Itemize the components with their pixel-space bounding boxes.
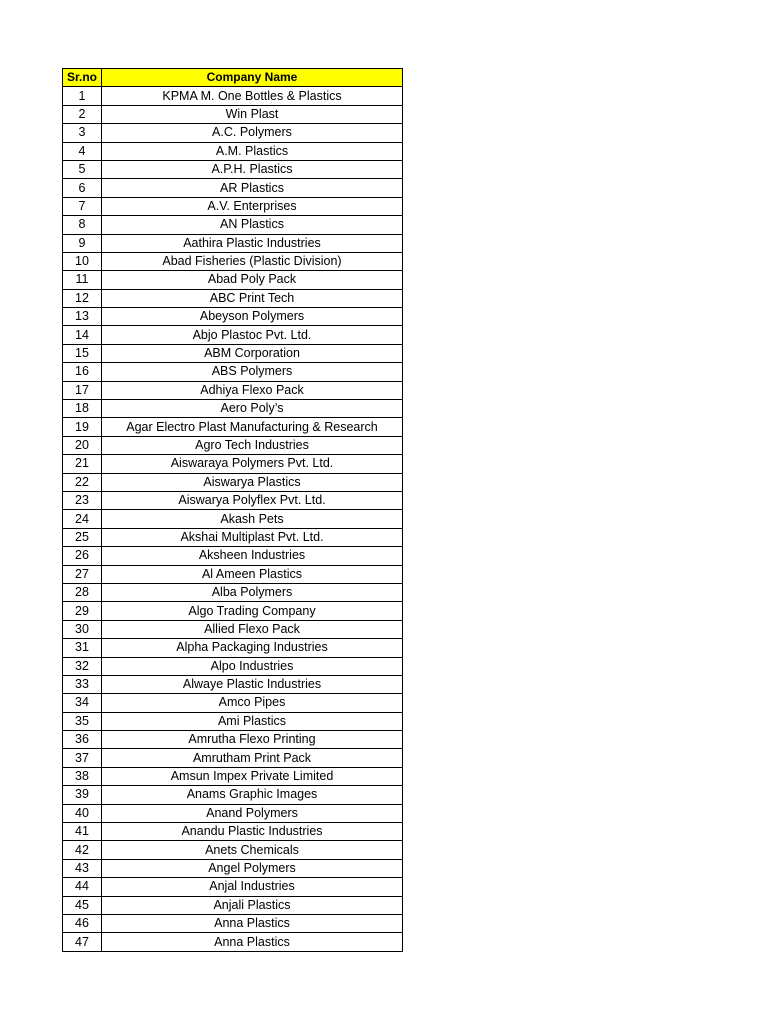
table-row: [63, 308, 403, 326]
table-row: [63, 105, 403, 123]
company-name-cell: Adhiya Flexo Pack: [102, 381, 403, 399]
company-name-cell: Aiswaraya Polymers Pvt. Ltd.: [102, 455, 403, 473]
table-row: [63, 271, 403, 289]
sr-no-cell: 34: [63, 694, 102, 712]
sr-no-cell: 22: [63, 473, 102, 491]
table-row: [63, 87, 403, 105]
company-name-cell: Angel Polymers: [102, 859, 403, 877]
table-row: [63, 786, 403, 804]
company-name-cell: Aero Poly’s: [102, 400, 403, 418]
company-name-cell: Abjo Plastoc Pvt. Ltd.: [102, 326, 403, 344]
company-name-cell: ABS Polymers: [102, 363, 403, 381]
company-name-cell: Allied Flexo Pack: [102, 620, 403, 638]
company-name-cell: Amsun Impex Private Limited: [102, 767, 403, 785]
company-name-cell: Amrutha Flexo Printing: [102, 731, 403, 749]
company-name-cell: Anets Chemicals: [102, 841, 403, 859]
sr-no-cell: 5: [63, 160, 102, 178]
company-name-cell: Alwaye Plastic Industries: [102, 675, 403, 693]
table-row: [63, 749, 403, 767]
sr-no-cell: 23: [63, 491, 102, 509]
table-row: [63, 583, 403, 601]
company-name-cell: Amco Pipes: [102, 694, 403, 712]
sr-no-cell: 14: [63, 326, 102, 344]
table-row: [63, 675, 403, 693]
sr-no-cell: 17: [63, 381, 102, 399]
company-name-cell: Anna Plastics: [102, 933, 403, 951]
company-name-cell: Alba Polymers: [102, 583, 403, 601]
table-row: [63, 878, 403, 896]
table-row: [63, 160, 403, 178]
sr-no-cell: 9: [63, 234, 102, 252]
sr-no-cell: 31: [63, 639, 102, 657]
table-row: [63, 767, 403, 785]
company-name-cell: Win Plast: [102, 105, 403, 123]
sr-no-cell: 37: [63, 749, 102, 767]
sr-no-cell: 20: [63, 436, 102, 454]
table-row: [63, 363, 403, 381]
table-row: [63, 565, 403, 583]
table-row: [63, 326, 403, 344]
company-name-cell: KPMA M. One Bottles & Plastics: [102, 87, 403, 105]
table-row: [63, 124, 403, 142]
company-name-cell: AR Plastics: [102, 179, 403, 197]
table-row: [63, 197, 403, 215]
sr-no-cell: 11: [63, 271, 102, 289]
sr-no-cell: 30: [63, 620, 102, 638]
sr-no-cell: 25: [63, 528, 102, 546]
table-row: [63, 914, 403, 932]
header-company-name: Company Name: [102, 69, 403, 87]
table-row: [63, 418, 403, 436]
sr-no-cell: 39: [63, 786, 102, 804]
header-row: [63, 69, 403, 87]
table-row: [63, 602, 403, 620]
company-name-cell: Aiswarya Plastics: [102, 473, 403, 491]
sr-no-cell: 21: [63, 455, 102, 473]
company-name-cell: ABM Corporation: [102, 344, 403, 362]
table-row: [63, 455, 403, 473]
sr-no-cell: 4: [63, 142, 102, 160]
table-row: [63, 731, 403, 749]
sr-no-cell: 24: [63, 510, 102, 528]
sr-no-cell: 8: [63, 216, 102, 234]
company-name-cell: A.P.H. Plastics: [102, 160, 403, 178]
sr-no-cell: 12: [63, 289, 102, 307]
table-row: [63, 179, 403, 197]
sr-no-cell: 18: [63, 400, 102, 418]
sr-no-cell: 47: [63, 933, 102, 951]
table-row: [63, 841, 403, 859]
sr-no-cell: 33: [63, 675, 102, 693]
sr-no-cell: 3: [63, 124, 102, 142]
table-row: [63, 657, 403, 675]
company-name-cell: Aksheen Industries: [102, 547, 403, 565]
table-row: [63, 289, 403, 307]
sr-no-cell: 42: [63, 841, 102, 859]
table-row: [63, 510, 403, 528]
table-row: [63, 859, 403, 877]
sr-no-cell: 40: [63, 804, 102, 822]
sr-no-cell: 26: [63, 547, 102, 565]
sr-no-cell: 29: [63, 602, 102, 620]
company-name-cell: Alpha Packaging Industries: [102, 639, 403, 657]
table-row: [63, 694, 403, 712]
company-name-cell: Anna Plastics: [102, 914, 403, 932]
company-name-cell: Akash Pets: [102, 510, 403, 528]
sr-no-cell: 46: [63, 914, 102, 932]
table-row: [63, 344, 403, 362]
company-name-cell: Ami Plastics: [102, 712, 403, 730]
company-name-cell: Abad Fisheries (Plastic Division): [102, 252, 403, 270]
table-row: [63, 142, 403, 160]
company-name-cell: Aiswarya Polyflex Pvt. Ltd.: [102, 491, 403, 509]
table-row: [63, 491, 403, 509]
company-name-cell: Anams Graphic Images: [102, 786, 403, 804]
table-row: [63, 620, 403, 638]
sr-no-cell: 6: [63, 179, 102, 197]
sr-no-cell: 36: [63, 731, 102, 749]
table-row: [63, 473, 403, 491]
table-row: [63, 896, 403, 914]
sr-no-cell: 28: [63, 583, 102, 601]
table-row: [63, 252, 403, 270]
table-body: [63, 87, 403, 951]
sr-no-cell: 38: [63, 767, 102, 785]
sr-no-cell: 2: [63, 105, 102, 123]
sr-no-cell: 45: [63, 896, 102, 914]
sr-no-cell: 7: [63, 197, 102, 215]
table-row: [63, 234, 403, 252]
sr-no-cell: 35: [63, 712, 102, 730]
table-row: [63, 547, 403, 565]
table-row: [63, 639, 403, 657]
company-name-cell: Aathira Plastic Industries: [102, 234, 403, 252]
company-table: [62, 68, 403, 952]
company-name-cell: Abad Poly Pack: [102, 271, 403, 289]
company-name-cell: Anandu Plastic Industries: [102, 823, 403, 841]
company-name-cell: Alpo Industries: [102, 657, 403, 675]
sr-no-cell: 43: [63, 859, 102, 877]
company-name-cell: A.V. Enterprises: [102, 197, 403, 215]
company-name-cell: Anand Polymers: [102, 804, 403, 822]
sr-no-cell: 10: [63, 252, 102, 270]
company-name-cell: Anjali Plastics: [102, 896, 403, 914]
company-name-cell: Abeyson Polymers: [102, 308, 403, 326]
table-row: [63, 933, 403, 951]
company-name-cell: Akshai Multiplast Pvt. Ltd.: [102, 528, 403, 546]
company-name-cell: Algo Trading Company: [102, 602, 403, 620]
company-name-cell: Al Ameen Plastics: [102, 565, 403, 583]
table-row: [63, 381, 403, 399]
sr-no-cell: 15: [63, 344, 102, 362]
company-name-cell: A.M. Plastics: [102, 142, 403, 160]
company-name-cell: ABC Print Tech: [102, 289, 403, 307]
sr-no-cell: 13: [63, 308, 102, 326]
company-name-cell: Anjal Industries: [102, 878, 403, 896]
sr-no-cell: 19: [63, 418, 102, 436]
table-row: [63, 712, 403, 730]
table-row: [63, 436, 403, 454]
table-row: [63, 400, 403, 418]
sr-no-cell: 32: [63, 657, 102, 675]
sr-no-cell: 44: [63, 878, 102, 896]
table-row: [63, 804, 403, 822]
table-row: [63, 528, 403, 546]
table-row: [63, 216, 403, 234]
company-name-cell: Amrutham Print Pack: [102, 749, 403, 767]
table-row: [63, 823, 403, 841]
company-name-cell: AN Plastics: [102, 216, 403, 234]
header-sr-no: Sr.no: [63, 69, 102, 87]
sr-no-cell: 16: [63, 363, 102, 381]
company-name-cell: Agar Electro Plast Manufacturing & Research: [102, 418, 403, 436]
company-name-cell: A.C. Polymers: [102, 124, 403, 142]
sr-no-cell: 27: [63, 565, 102, 583]
company-name-cell: Agro Tech Industries: [102, 436, 403, 454]
sr-no-cell: 41: [63, 823, 102, 841]
sr-no-cell: 1: [63, 87, 102, 105]
